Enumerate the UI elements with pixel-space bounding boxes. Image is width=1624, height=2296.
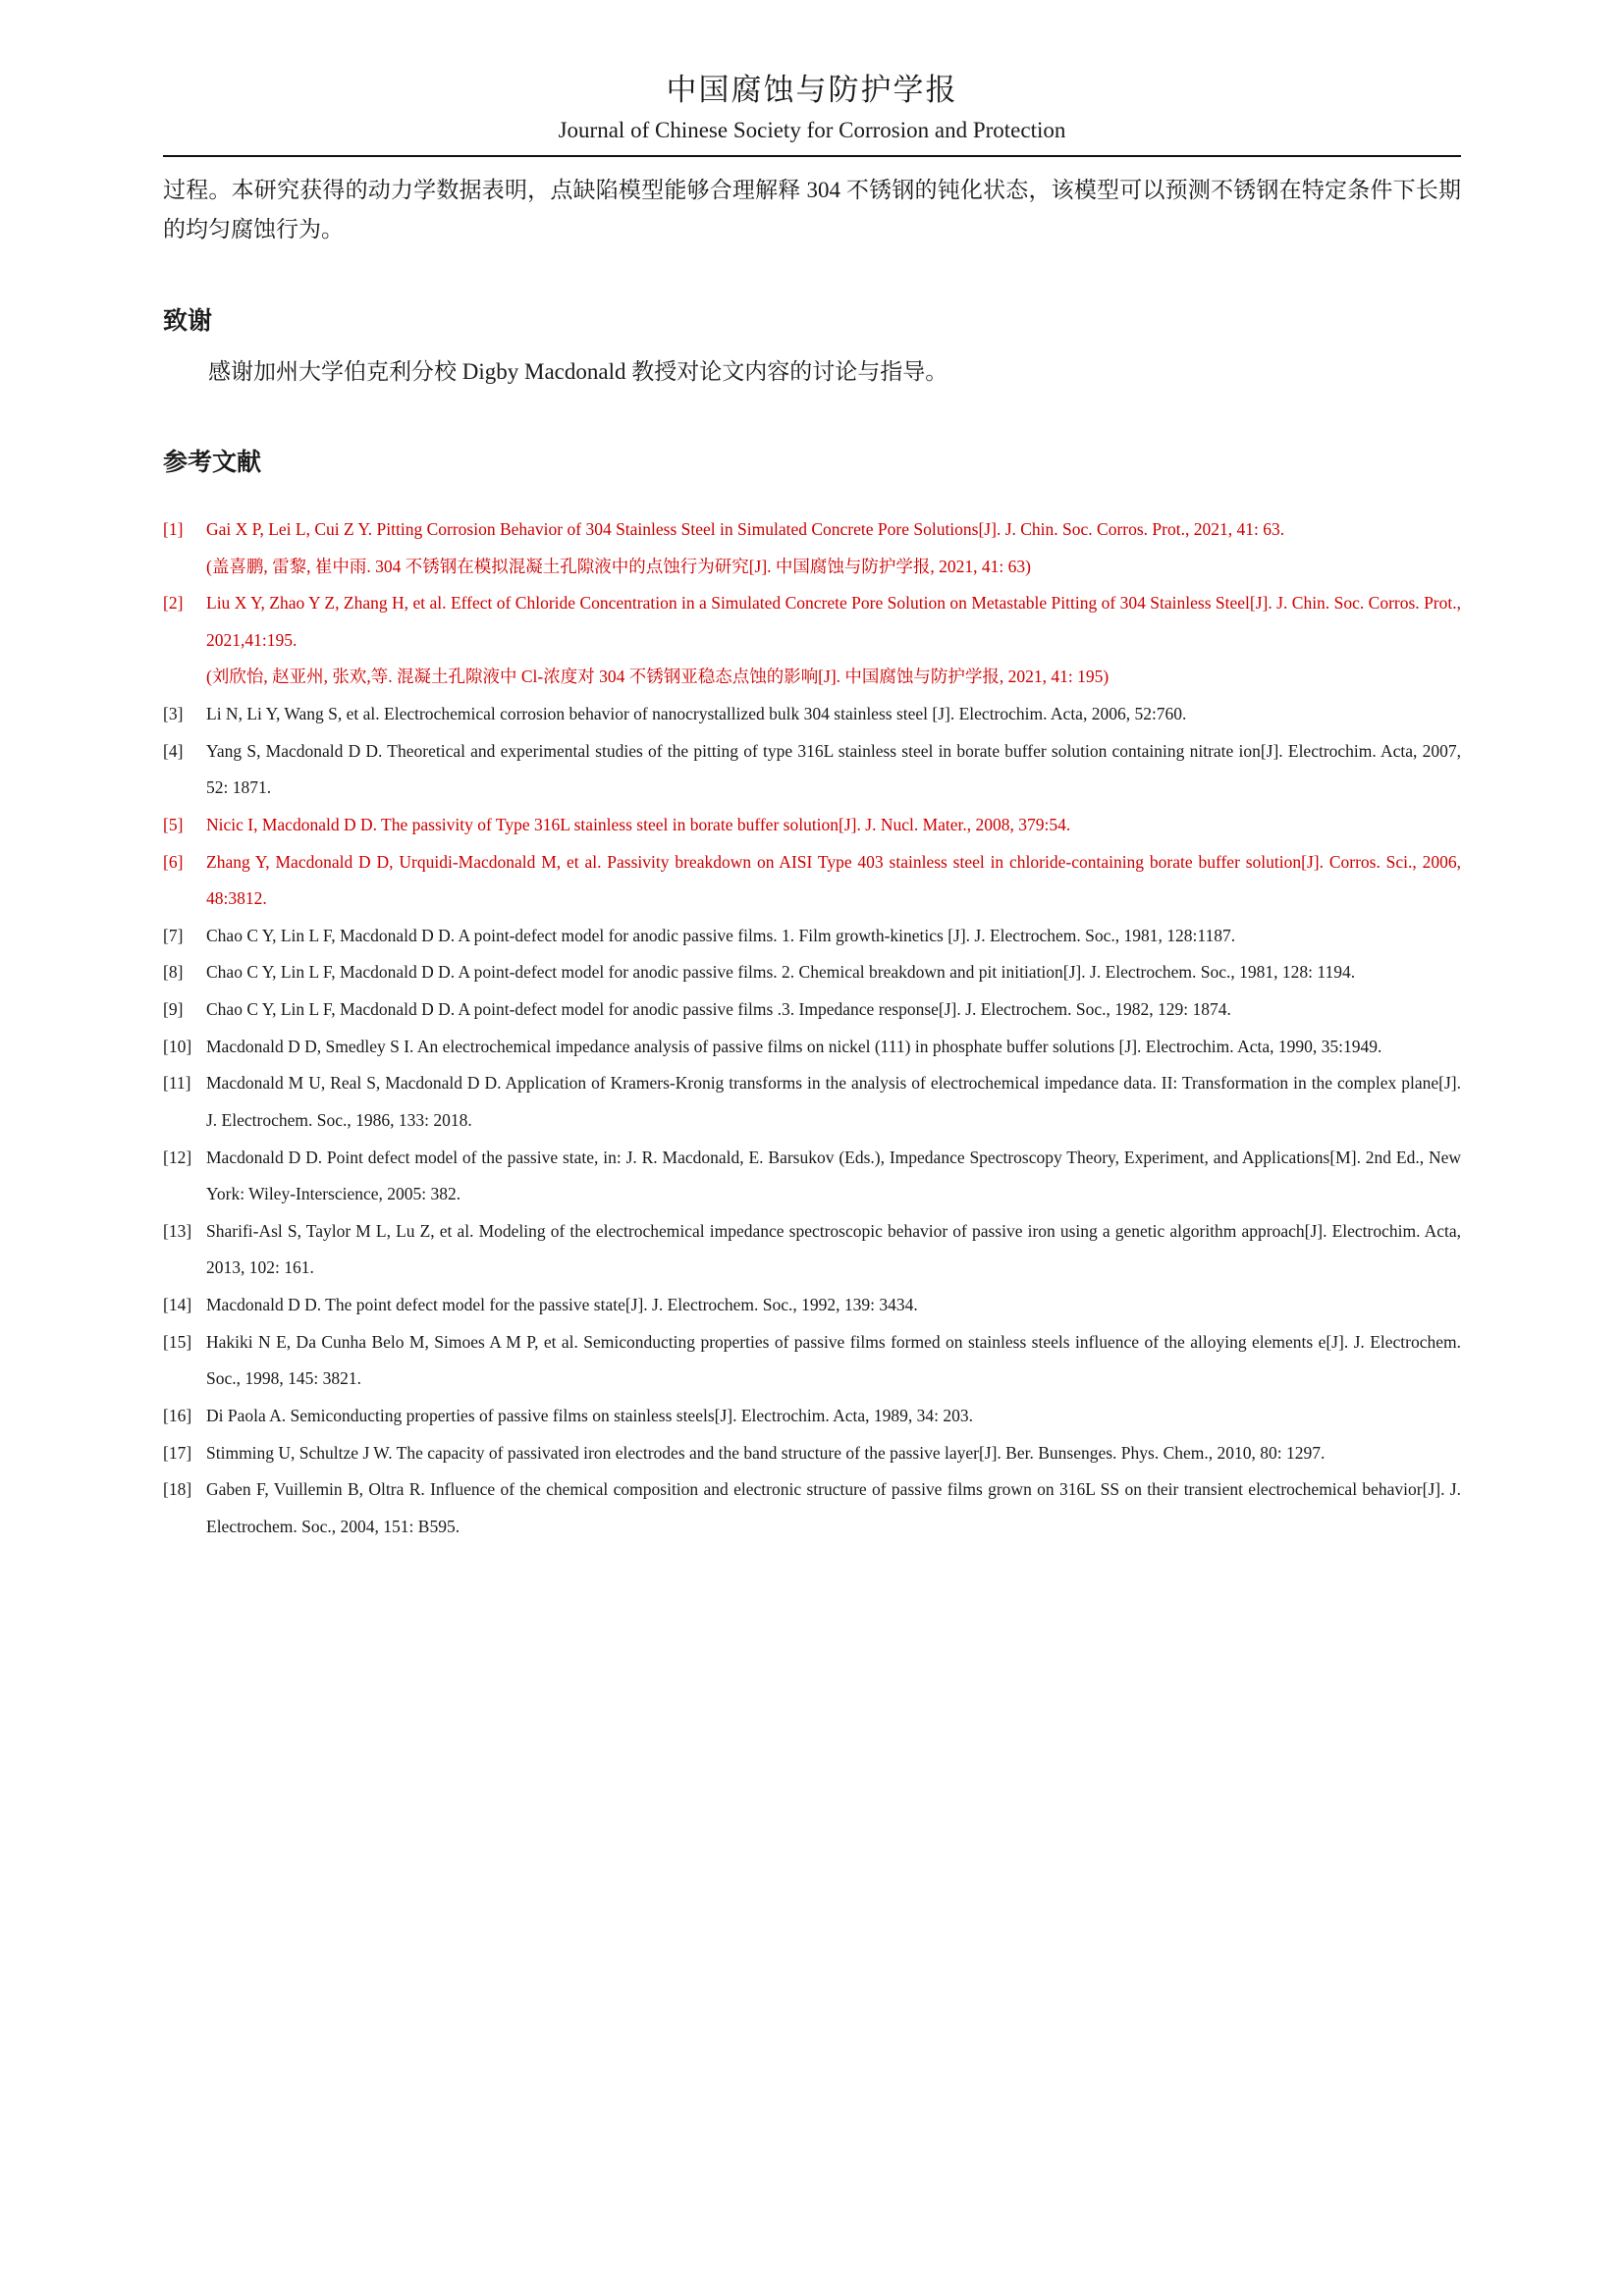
references-list xyxy=(163,511,1461,1546)
reference-number: [16] xyxy=(163,1405,192,1425)
reference-body xyxy=(206,585,1461,696)
reference-number: [8] xyxy=(163,962,184,983)
journal-header xyxy=(163,71,1461,145)
reference-citation-text: Macdonald M U, Real S, Macdonald D D. Application of Kramers-Kronig transforms in the analysis of electrochemical impedance data. II: Transformation in the complex plane[J]. J. Electrochem. Soc., 1986, 133: 2018. xyxy=(206,1073,1461,1130)
journal-title-cn: 中国腐蚀与防护学报 xyxy=(666,73,958,107)
reference-item xyxy=(163,1471,1461,1545)
reference-citation-text: Macdonald D D. The point defect model for the passive state[J]. J. Electrochem. Soc., 1992, 139: 3434. xyxy=(206,1295,918,1315)
reference-citation-text: Chao C Y, Lin L F, Macdonald D D. A point-defect model for anodic passive films. 2. Chemical breakdown and pit initiation[J]. J. Electrochem. Soc., 1981, 128: 1194. xyxy=(206,962,1356,983)
reference-number: [4] xyxy=(163,740,184,761)
reference-body xyxy=(206,991,1461,1029)
reference-body xyxy=(206,918,1461,955)
reference-citation-text: Chao C Y, Lin L F, Macdonald D D. A point-defect model for anodic passive films .3. Impedance response[J]. J. Electrochem. Soc., 1982, 129: 1874. xyxy=(206,999,1231,1020)
reference-citation-text: Chao C Y, Lin L F, Macdonald D D. A point-defect model for anodic passive films. 1. Film growth-kinetics [J]. J. Electrochem. Soc., 1981, 128:1187. xyxy=(206,925,1236,945)
reference-citation-text: Gaben F, Vuillemin B, Oltra R. Influence of the chemical composition and electronic structure of passive films grown on 316L SS on their transient electrochemical behavior[J]. J. Electrochem. Soc., 2004, 151: B595. xyxy=(206,1479,1461,1536)
reference-number: [5] xyxy=(163,814,184,834)
reference-body xyxy=(206,954,1461,991)
reference-item xyxy=(163,1140,1461,1213)
journal-title-en: Journal of Chinese Society for Corrosion and Protection xyxy=(558,118,1066,143)
intro-paragraph: 过程。本研究获得的动力学数据表明，点缺陷模型能够合理解释 304 不锈钢的钝化状态，该模型可以预测不锈钢在特定条件下长期的均匀腐蚀行为。 xyxy=(163,178,1461,242)
reference-body xyxy=(206,696,1461,733)
reference-translation-note: (盖喜鹏, 雷黎, 崔中雨. 304 不锈钢在模拟混凝土孔隙液中的点蚀行为研究[J]. 中国腐蚀与防护学报, 2021, 41: 63) xyxy=(206,556,1031,576)
reference-item xyxy=(163,807,1461,844)
reference-citation-text: Sharifi-Asl S, Taylor M L, Lu Z, et al. Modeling of the electrochemical impedance spectroscopic behavior of passive iron using a genetic algorithm approach[J]. Electrochim. Acta, 2013, 102: 161. xyxy=(206,1220,1461,1278)
reference-citation-text: Liu X Y, Zhao Y Z, Zhang H, et al. Effect of Chloride Concentration in a Simulated Concrete Pore Solution on Metastable Pitting of 304 Stainless Steel[J]. J. Chin. Soc. Corros. Prot., 2021,41:195. xyxy=(206,593,1461,650)
reference-number: [1] xyxy=(163,518,184,539)
acknowledgement-heading: 致谢 xyxy=(163,306,213,335)
reference-body xyxy=(206,1398,1461,1435)
reference-item xyxy=(163,1287,1461,1324)
reference-item xyxy=(163,585,1461,696)
reference-body xyxy=(206,1065,1461,1139)
reference-item xyxy=(163,954,1461,991)
reference-body xyxy=(206,1213,1461,1287)
reference-translation-note: (刘欣怡, 赵亚州, 张欢,等. 混凝土孔隙液中 Cl-浓度对 304 不锈钢亚稳态点蚀的影响[J]. 中国腐蚀与防护学报, 2021, 41: 195) xyxy=(206,667,1110,687)
reference-number: [11] xyxy=(163,1073,191,1094)
reference-number: [15] xyxy=(163,1331,192,1352)
reference-citation-text: Gai X P, Lei L, Cui Z Y. Pitting Corrosion Behavior of 304 Stainless Steel in Simulated Concrete Pore Solutions[J]. J. Chin. Soc. Corros. Prot., 2021, 41: 63. xyxy=(206,518,1285,539)
reference-number: [18] xyxy=(163,1479,192,1500)
reference-item xyxy=(163,1213,1461,1287)
reference-body xyxy=(206,844,1461,918)
reference-number: [10] xyxy=(163,1036,192,1056)
reference-item xyxy=(163,1398,1461,1435)
reference-item xyxy=(163,991,1461,1029)
reference-number: [3] xyxy=(163,704,184,724)
reference-number: [13] xyxy=(163,1220,192,1241)
reference-citation-text: Zhang Y, Macdonald D D, Urquidi-Macdonald M, et al. Passivity breakdown on AISI Type 403 stainless steel in chloride-containing borate buffer solution[J]. Corros. Sci., 2006, 48:3812. xyxy=(206,851,1461,909)
reference-citation-text: Macdonald D D, Smedley S I. An electrochemical impedance analysis of passive films on nickel (111) in phosphate buffer solutions [J]. Electrochim. Acta, 1990, 35:1949. xyxy=(206,1036,1382,1056)
reference-body xyxy=(206,511,1461,585)
reference-citation-text: Di Paola A. Semiconducting properties of passive films on stainless steels[J]. Electrochim. Acta, 1989, 34: 203. xyxy=(206,1405,974,1425)
reference-citation-text: Nicic I, Macdonald D D. The passivity of Type 316L stainless steel in borate buffer solution[J]. J. Nucl. Mater., 2008, 379:54. xyxy=(206,814,1071,834)
reference-item xyxy=(163,696,1461,733)
reference-number: [7] xyxy=(163,925,184,945)
reference-item xyxy=(163,1065,1461,1139)
header-rule xyxy=(163,155,1461,157)
reference-item xyxy=(163,1029,1461,1066)
reference-number: [6] xyxy=(163,851,184,872)
reference-body xyxy=(206,807,1461,844)
reference-citation-text: Li N, Li Y, Wang S, et al. Electrochemical corrosion behavior of nanocrystallized bulk 304 stainless steel [J]. Electrochim. Acta, 2006, 52:760. xyxy=(206,704,1187,724)
reference-body xyxy=(206,733,1461,807)
reference-item xyxy=(163,844,1461,918)
reference-body xyxy=(206,1435,1461,1472)
reference-item xyxy=(163,918,1461,955)
reference-citation-text: Hakiki N E, Da Cunha Belo M, Simoes A M P, et al. Semiconducting properties of passive films formed on stainless steels influence of the alloying elements e[J]. J. Electrochem. Soc., 1998, 145: 3821. xyxy=(206,1331,1461,1389)
reference-item xyxy=(163,733,1461,807)
reference-number: [17] xyxy=(163,1442,192,1463)
reference-body xyxy=(206,1029,1461,1066)
reference-number: [9] xyxy=(163,999,184,1020)
reference-number: [14] xyxy=(163,1295,192,1315)
reference-citation-text: Stimming U, Schultze J W. The capacity of passivated iron electrodes and the band structure of the passive layer[J]. Ber. Bunsenges. Phys. Chem., 2010, 80: 1297. xyxy=(206,1442,1326,1463)
reference-item xyxy=(163,511,1461,585)
reference-body xyxy=(206,1287,1461,1324)
reference-body xyxy=(206,1324,1461,1398)
acknowledgement-text: 感谢加州大学伯克利分校 Digby Macdonald 教授对论文内容的讨论与指导。 xyxy=(208,358,948,384)
reference-body xyxy=(206,1140,1461,1213)
reference-body xyxy=(206,1471,1461,1545)
reference-citation-text: Macdonald D D. Point defect model of the passive state, in: J. R. Macdonald, E. Barsukov (Eds.), Impedance Spectroscopy Theory, Experiment, and Applications[M]. 2nd Ed., New York: Wiley-Interscience, 2005: 382. xyxy=(206,1147,1461,1204)
reference-number: [2] xyxy=(163,593,184,614)
reference-number: [12] xyxy=(163,1147,192,1167)
reference-item xyxy=(163,1435,1461,1472)
references-heading: 参考文献 xyxy=(163,448,262,476)
reference-citation-text: Yang S, Macdonald D D. Theoretical and experimental studies of the pitting of type 316L stainless steel in borate buffer solution containing nitrate ion[J]. Electrochim. Acta, 2007, 52: 1871. xyxy=(206,740,1461,798)
reference-item xyxy=(163,1324,1461,1398)
